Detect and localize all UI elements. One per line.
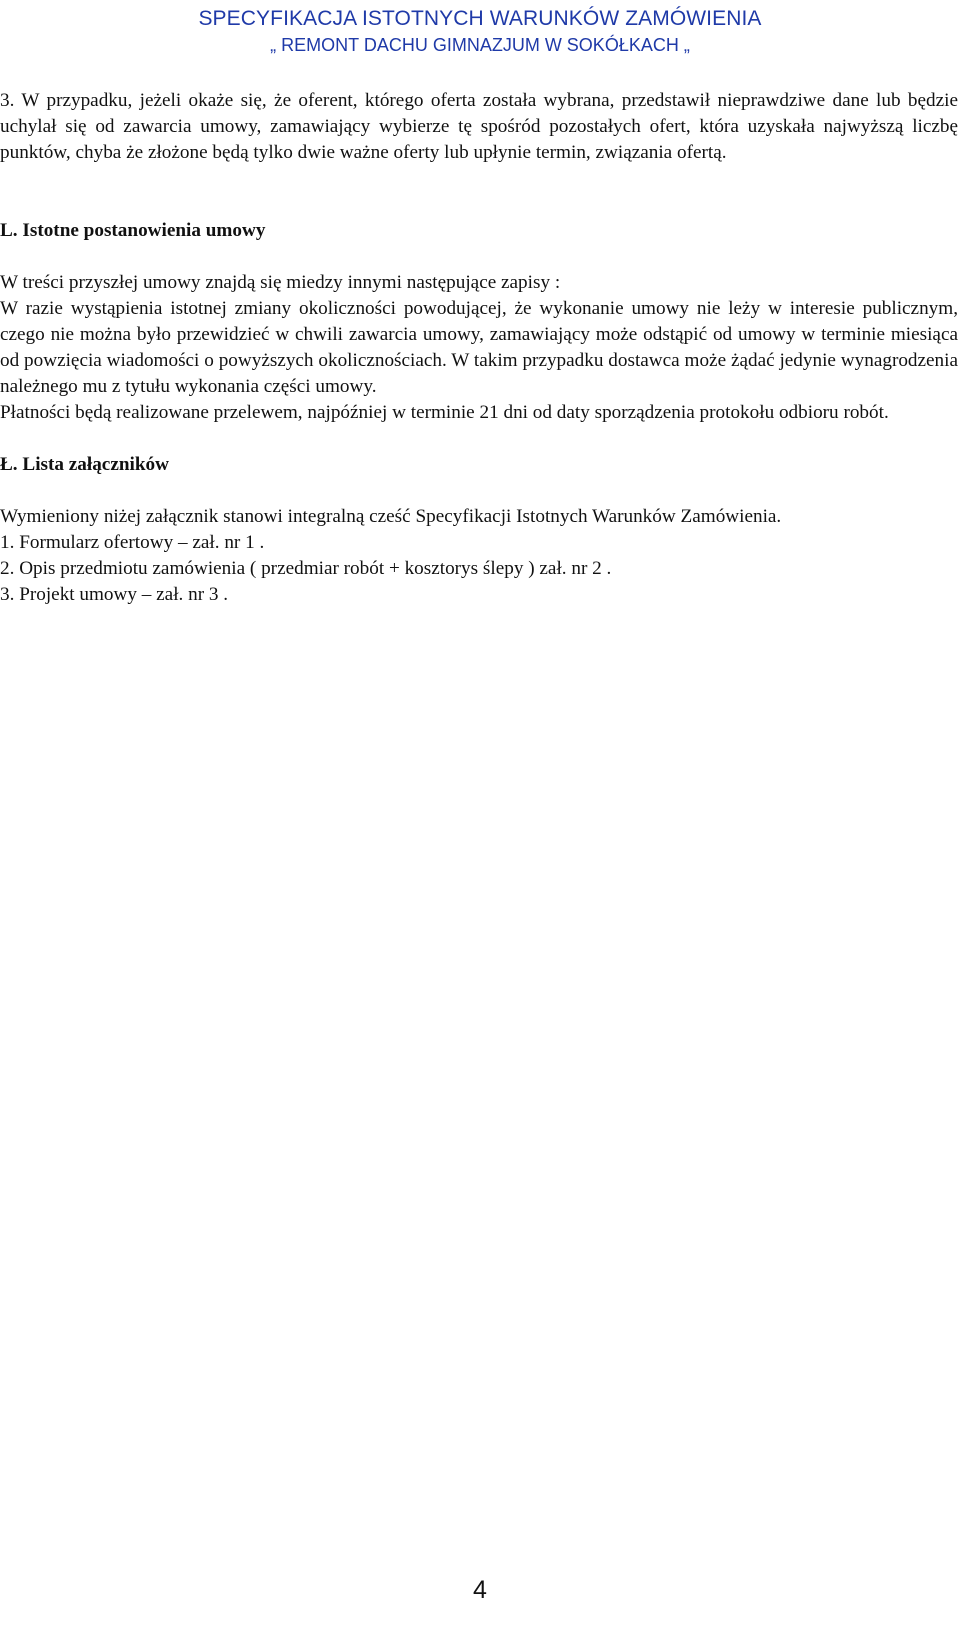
section-l-intro: W treści przyszłej umowy znajdą się miedzy innymi następujące zapisy : xyxy=(0,272,561,293)
section-l-heading: L. Istotne postanowienia umowy xyxy=(0,220,266,241)
spacer xyxy=(0,426,958,452)
section-ll-intro: Wymieniony niżej załącznik stanowi integralną cześć Specyfikacji Istotnych Warunków Zamówienia. xyxy=(0,506,782,527)
document-body xyxy=(0,88,958,608)
attachment-item: 1. Formularz ofertowy – zał. nr 1 . xyxy=(0,532,265,553)
header-subtitle: „ REMONT DACHU GIMNAZJUM W SOKÓŁKACH „ xyxy=(270,35,690,55)
section-l-clause-1: W razie wystąpienia istotnej zmiany okoliczności powodującej, że wykonanie umowy nie leży w interesie publicznym, czego nie można było przewidzieć w chwili zawarcia umowy, zamawiający może odstąpić od umowy w terminie miesiąca od powzięcia wiadomości o powyższych okolicznościach. W takim przypadku dostawca może żądać jedynie wynagrodzenia należnego mu z tytułu wykonania części umowy. xyxy=(0,298,958,397)
section-3-paragraph: 3. W przypadku, jeżeli okaże się, że oferent, którego oferta została wybrana, przedstawił nieprawdziwe dane lub będzie uchylał się od zawarcia umowy, zamawiający wybierze tę spośród pozostałych ofert, która uzyskała najwyższą liczbę punktów, chyba że złożone będą tylko dwie ważne oferty lub upłynie termin, związania ofertą. xyxy=(0,90,958,163)
section-ll-heading: Ł. Lista załączników xyxy=(0,454,169,475)
header-title: SPECYFIKACJA ISTOTNYCH WARUNKÓW ZAMÓWIENIA xyxy=(198,7,762,30)
page-number: 4 xyxy=(473,1576,487,1604)
spacer xyxy=(0,478,958,504)
section-l-clause-2: Płatności będą realizowane przelewem, najpóźniej w terminie 21 dni od daty sporządzenia protokołu odbioru robót. xyxy=(0,402,889,423)
spacer xyxy=(0,244,958,270)
attachment-item: 2. Opis przedmiotu zamówienia ( przedmiar robót + kosztorys ślepy ) zał. nr 2 . xyxy=(0,558,612,579)
attachment-item: 3. Projekt umowy – zał. nr 3 . xyxy=(0,584,229,605)
spacer xyxy=(0,166,958,218)
document-header xyxy=(0,6,960,58)
